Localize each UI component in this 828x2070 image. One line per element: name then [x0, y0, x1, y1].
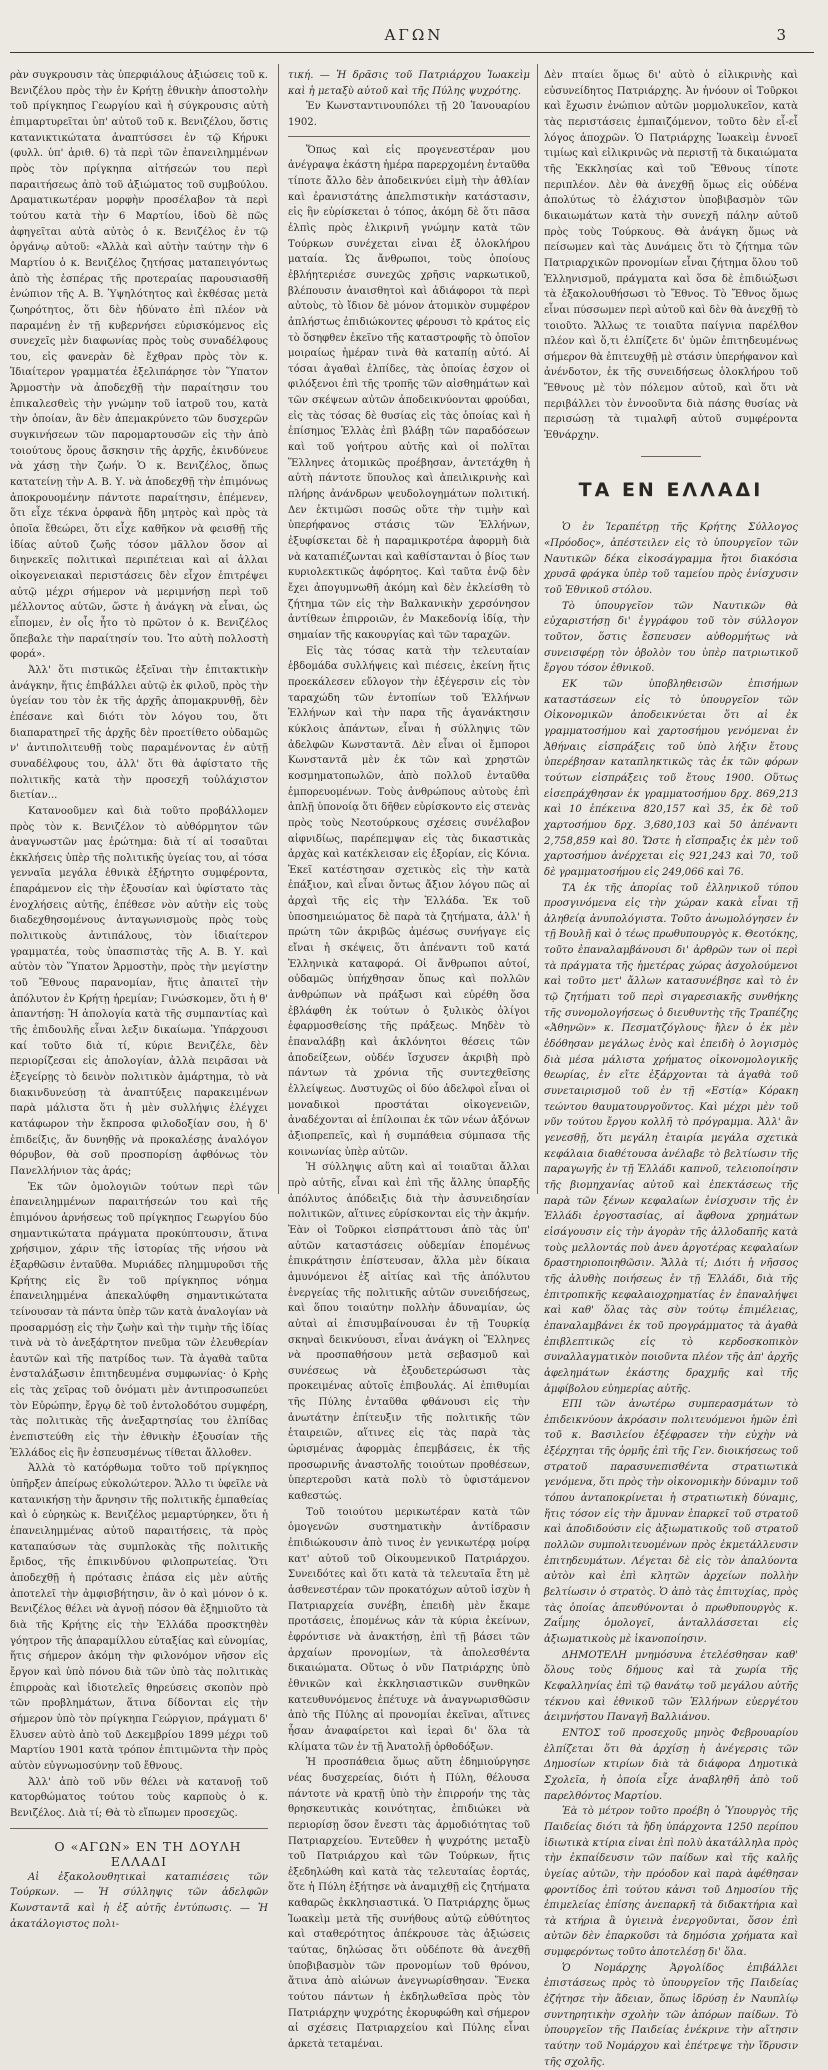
news-item: Ὁ ἐν Ἱεραπέτρῃ τῆς Κρήτης Σύλλογος «Πρόοδος», ἀπέστειλεν εἰς τὸ ὑπουργεῖον τῶν Ναυτικῶν δέκα εἰκοσάγραμμα ἤτοι διακόσια χρυσᾶ φράγκα ὑπὲρ τοῦ ταμείου πρὸς ἐνίσχυσιν τοῦ Ἐθνικοῦ στόλου.	[544, 522, 798, 597]
article-paragraph: Ἡ σύλληψις αὕτη καὶ αἱ τοιαῦται ἄλλαι πρὸ αὐτῆς, εἶναι καὶ ἐπὶ τῆς ἄλλης ὑπαρξῆς ἀπόλυτος ἀπόδειξις διὰ τὴν ἀσυνειδησίαν πολιτικῶν, αἵτινες εὐρίσκονται εἰς τὴν ἀκμήν. Ἐὰν οἱ Τοῦρκοι εἰσπράττουσι ἀπὸ τὰς ὑπ' αὐτῶν καταστάσεις οὐδεμίαν ἑπομένως ἐπικράτησιν ἐπίστευσαν, ἄλλα μὲν δίκαια ἀμυνόμενοι ἐξ αἰτίας καὶ τῆς ἀπόλυτου ἐνεργείας τῆς πολιτικῆς αὐτῶν συνειδήσεως, καὶ ὅπου τοιαύτην πολλὴν ἀδυναμίαν, ὡς αὐταὶ αἱ ἐπισυμβαίνουσαι ἐν τῇ Τουρκίᾳ σκηναὶ δεικνύουσι, εἶναι ἀνάγκη οἱ Ἕλληνες νὰ προσπαθήσουν μετὰ σεβασμοῦ καὶ συνέσεως νὰ ἐξουδετερώσωσι τὰς προκειμένας αὐτοῖς ἐπιβουλάς. Αἱ ἐπιθυμίαι τῆς Πύλης ἐνταῦθα φθάνουσι εἰς τὴν ἀνωτάτην ἐπίτευξιν τῆς πολιτικῆς τῶν ἑταιρειῶν, αἵτινες εἰς τὰς παρὰ τὰς ὡρισμένας ἀφορμὰς ἐπεμβάσεις, ἐκ τῆς προσωρινῆς ἀναστολῆς τοιούτων προθέσεων, ὑπερτεροῦσι κατὰ πολὺ τὸ ὑφιστάμενον καθεστώς.	[288, 1162, 530, 1503]
newspaper-title: ΑΓΩΝ	[384, 26, 444, 44]
article-paragraph: Δὲν πταίει ὅμως δι' αὐτὸ ὁ εἰλικρινὴς καὶ εὐσυνείδητος Πατριάρχης. Ἀν ἠνόουν οἱ Τοῦρκοι καὶ ἔχωσιν ἐνώπιον αὐτῶν μορμολυκεῖον, κατὰ τὰς περιστάσεις ἐμπαιζόμενον, τοῦτο δὲν εἶ-εἶ λόγος ἀποχρῶν. Ὁ Πατριάρχης Ἰωακεὶμ ἐννοεῖ τιμίως καὶ εἰλικρινῶς νὰ περιστῇ τὰ δικαιώματα τῆς Ἐκκλησίας καὶ τοῦ Ἔθνους τίποτε περιπλέον. Δὲν θὰ ἀνεχθῇ ὅμως εἰς οὐδένα ἀπολύτως τὸ ἐλάχιστον ὑποβιβασμὸν τῶν δικαιωμάτων κατὰ τὴν συνεχῆ πάλην αὐτοῦ πρὸς τοὺς Τούρκους. Θὰ ἀνάγκη ὅμως νὰ πείσωμεν καὶ τὰς Δυνάμεις ὅτι τὸ ζήτημα τῶν Πατριαρχικῶν προνομίων εἶναι ζήτημα ὅλου τοῦ Ἑλληνισμοῦ, πράγματα καὶ ὅσα δὲ ἐπιδιώξωσι τὰ ἐξακολουθήσωσι τὸ Ἔθνος. Τὸ Ἔθνος ὅμως εἶναι πύσσωμεν περὶ αὐτοῦ καὶ δὲν θὰ ἀνεχθῇ τὸ τοιοῦτο. Ἄλλως τε τοιαῦτα παίγνια παρέλθον πλέον καὶ ὅ,τι ἐλπίζετε δι' ὑμῶν ἐπιτηδευμένως σήμερον θὰ ἐπιτευχθῇ μὲ στάσιν ὑπερήφανον καὶ ἀνένδοτον, ἐκ τῆς συνειδήσεως ὁλοκλήρου τοῦ Ἔθνους μὲ τὸν πόλεμον αὐτοῦ, καὶ ὅτι νὰ περιβάλλει τὸν ἐννοοῦντα διὰ πάσης θυσίας νὰ περισώσῃ τὰ τιμαλφῆ αὐτοῦ συμφέροντα Ἐθνάρχην.	[544, 70, 798, 442]
article-paragraph: Τοῦ τοιούτου μερικωτέραν κατὰ τῶν ὁμογενῶν συστηματικὴν ἀντίδρασιν ἐπιδιώκουσιν ἀπὸ τινος ἐν γενικωτέρᾳ μοίρᾳ κατ' αὐτοῦ τοῦ Οἰκουμενικοῦ Πατριάρχου. Συνειδότες καὶ ὅτι κατὰ τὰ τελευταῖα ἔτη μὲ ἀσθενεστέραν τῶν προκατόχων αὐτοῦ ἰσχὺν ἡ Πατριαρχεία συνέβη, ἐπειδὴ μὲν ἔκαμε προτάσεις, ἑπομένως κἀν τὰ κύρια ἐκείνων, ἐφρόντισε νὰ ἀνακτήσῃ, ἐπὶ τῇ βάσει τῶν ἀρχαίων προνομίων, τὰ ἀπολεσθέντα δικαιώματα. Οὕτως ὁ νῦν Πατριάρχης ὑπὸ ἐθνικῶν καὶ ἐκκλησιαστικῶν συνθηκῶν κατευθυνόμενος ἐπέτυχε νὰ ἀναγνωρισθῶσιν ἀπὸ τῆς Πύλης αἱ προνομίαι ἐκεῖναι, αἵτινες ἦσαν ἀναφαίρετοι καὶ ἱεραὶ δι' ὅλα τὰ κλίματα τῶν ἐν τῇ Ἀνατολῇ ὀρθοδόξων.	[288, 1506, 530, 1753]
article-paragraph: Ἐκ τῶν ὁμολογιῶν τούτων περὶ τῶν ἐπανειλημμένων παραιτήσεών του καὶ τῆς ἐπιμόνου ἀρνήσεως τοῦ πρίγκηπος Γεωργίου δύο σημαντικώτατα πράγματα προκύπτουσιν, ἅτινα χρήσιμον, χάριν τῆς ἱστορίας τῆς νήσου νὰ ἐξαρθῶσιν ἐνταῦθα. Μυριάδες πλημμυροῦσι τῆς Κρήτης εἰς ἓν τοῦ πρίγκηπος νόημα ἐπανειλημμένα ἀπεκαλύφθη σημαντικώτατα τείνουσαν τὰ πάντα ὑπὲρ τῶν κατὰ ἀναλογίαν νὰ προσαρμόσῃ εἰς τὴν ζωὴν καὶ τὴν τιμὴν τῆς ἰδίας τινὰ νὰ τὸ ἀνεξάρτητον πνεῦμα τῶν ἐλευθερίαν ἑαυτῶν καὶ τῆς πατρίδος των. Τὰ ἀγαθὰ ταῦτα ἐνσταλάξωσιν ἐπιτηδευμένα συμφωνίας· ὁ Κρὴς εἰς τὰς χεῖρας τοῦ ὀνόματι μὲν ἀντιπροσωπεύει τὸν Εὐρώπην, ἔργῳ δὲ τοῦ ἐντολοδότου συμφέρη, τὰς πολιτικὰς τῆς ἀνεξαρτησίας του ἐλπίδας ἐνεπιστεύθη εἰς τὴν ἐθνικὴν ἐξουσίαν τῆς Ἑλλάδος εἰς ἣν ἐσπευσμένως τίθεται ἄλλοθεν.	[10, 1181, 268, 1459]
section-heading-ta-en-elladi: ΤΑ ΕΝ ΕΛΛΑΔΙ	[578, 478, 764, 501]
article-paragraph: ρὰν συγκρουσιν τὰς ὑπερφιάλους ἀξιώσεις τοῦ κ. Βενιζέλου πρὸς τὴν ἐν Κρήτῃ ἐθνικὴν ἀποστολὴν τοῦ πρίγκηπος Γεωργίου καὶ ἡ σύγκρουσις αὐτὴ ἐπιμαρτυρεῖται ὑπ' αὐτοῦ τοῦ κ. Βενιζέλου, ὅστις κατανικτικώτατα ἀναπτύσσει ἐν τῷ Κήρυκι (φυλλ. ὑπ' ἀριθ. 6) τὰ περὶ τῶν ἐπανειλημμένων πρὸς τὸν πρίγκηπα αἰτήσεών του περὶ παραιτήσεως ἀπὸ τοῦ ἀξιώματος τοῦ συμβούλου. Δραματικωτέραν μορφὴν προσέλαβον τὰ περὶ τούτου κατὰ τὴν 6 Μαρτίου, ἰδοὺ δὲ πῶς ἀφηγεῖται αὐτὰ αὐτὸς ὁ κ. Βενιζέλος ἐν τῷ ὀργάνῳ αὐτοῦ: «Ἀλλὰ καὶ αὐτὴν ταύτην τὴν 6 Μαρτίου ὁ κ. Βενιζέλος ζητήσας ματαπειγόντως ἀπὸ τὴς ἑσπέρας τῆς προτεραίας παρουσιασθῆ ἐνώπιον τῆς Α. Β. Ὑψηλότητος καὶ ἐκθέσας μετὰ ζωηρότητος, ὅτι δὲν ἠδύνατο ἐπὶ πλέον νὰ παραμένῃ ἐν τῇ κυβερνήσει εὐρισκόμενος εἰς συνεχεῖς μὲν διαφωνίας πρὸς τοὺς συναδέλφους του, εἰς φανερὰν δὲ ἔχθραν πρὸς τὸν κ. Ἰδιαίτερον γραμματέα ἐξελιπάρησε τὸν Ὕπατον Ἁρμοστὴν νὰ ἀποδεχθῇ τὴν παραίτησιν του ἐπικαλεσθεὶς τὴν γνώμην τοῦ ἰατροῦ του, κατὰ τὴν ὁποίαν, ἂν δὲν ἀπεμακρύνετο τῶν δυσχερῶν συγκινήσεων τῶν παρομαρτουσῶν εἰς τὴν ἀπὸ τοιούτους ὅρους ἄσκησιν τῆς ἀρχῆς, ἐκινδύνευε νὰ χάσῃ τὴν ζωήν. Ὁ κ. Βενιζέλος, ὅπως κατατείνῃ τὴν Α. Β. Υ. νὰ ἀποδεχθῇ τὴν ἐπιμόνως ἀποκρουομένην πάντοτε παραίτησιν, ἐπέμενεν, ὅτι εἶχε τέκνα ὀρφανὰ ἤδη μητρὸς καὶ πρὸς τὰ ὁποῖα ἔθεώρει, ὅτι εἶχε καθῆκον νὰ φεισθῇ τῆς ἰδίας αὐτοῦ ζωῆς τόσον μᾶλλον ὅσον αἱ διηνεκεῖς πολιτικαὶ περιπέτειαι καὶ αἱ ἀλλαι οἰκογενειακαὶ περιστάσεις δὲν εἶχον ἐπιτρέψει αὐτῷ μέχρι σήμερον νὰ μεριμνήσῃ περὶ τοῦ μέλλοντος αὐτῶν, ὥστε ἡ ἀνάγκη νὰ εἶναι, ὡς εἶπομεν, ἐν οἷς ἦτο τὸ πρῶτον ὁ κ. Βενιζέλος ὅπεβαλε τὴν παραίτησίν του. Ἰτο αὐτὴ πολλοστὴ φορά».	[10, 70, 268, 661]
article-paragraph: Ἀλλ' ὅτι πιστικῶς ἐξεῖναι τὴν ἐπιτακτικὴν ἀνάγκην, ἥτις ἐπιβάλλει αὐτῷ ἐκ φιλοῦ, πρὸς τὴν ὑγείαν του τὸν ἐκ τῆς ἀρχῆς ἀπομακρυνθῇ, δὲν ἐπέσανε καὶ διότι τὸν λόγου του, ὅτι διαπαρατηρεῖ τῆς ἀρχῆς δὲν προετίθετο οὐδαμῶς ν' ἀντιπολιτευθῇ τοὺς παραμένοντας ἐν αὐτῇ συναδέλφους του, ἀλλ' ὅτι θὰ ἀφίστατο τῆς πολιτικῆς κατὰ τὴν προσεχῆ τοὐλάχιστον διετίαν...	[10, 664, 268, 802]
section-rule	[641, 456, 701, 457]
news-item: ΤΑ ἐκ τῆς ἀπορίας τοῦ ἑλληνικοῦ τύπου προσγινόμενα εἰς τὴν χώραν κακὰ εἶναι τῇ ἀληθείᾳ ἀνυπολόγιστα. Τοῦτο ἀνωμολόγησεν ἐν τῇ Βουλῇ καὶ ὁ τέως πρωθυπουργὸς κ. Θεοτόκης, τοῦτο ἐπαναλαμβάνουσι δι' ἀρθρῶν των οἱ περὶ τὰ πράγματα τῆς ἡμετέρας χώρας ἀσχολούμενοι καὶ τοῦτο μετ' ἄλλων κατασυνέβησε καὶ τὸ ἐν τῷ ζητήματι τοῦ περὶ σιγαρεσιακῆς συνθήκης τῆς συνομολογήσεως ὁ διευθυντὴς τῆς Τραπέζης «Ἀθηνῶν» κ. Πεσματζόγλους· ἤλεν ὁ ἐκ μὲν ἐδόθησαν μεγάλως ἑνὸς καὶ ἐπειδὴ ὁ λογισμὸς διὰ μέσα μάλιστα χρήματος οἰκονομολογικῆς θεωρίας, ἐν εἴτε ἐξάρχονται τὰ ἀγαθὰ τοῦ συνεταιρισμοῦ τοῦ ἐν τῇ «Εστίᾳ» Κόρακη τεώντου θαυματουργοῦντος. Καὶ μέχρι μὲν τοῦ νῦν τούτου ἔργου κολλῆ τὸ πρόγραμμα. Ἀλλ' ἂν γενεσθῇ, ὅτι μεγάλη ἑταιρία μεγάλα σχετικὰ κεφάλαια διαθέτουσα ἀνέλαβε τὸ βελτίωσιν τῆς παραγωγῆς ἐν τῇ Ἑλλάδι καπνοῦ, τελειοποίησιν τῆς βιομηχανίας αὐτοῦ καὶ ἐπεκτάσεως τῆς παρὰ τῶν ξένων κεφαλαίων ἐνίσχυσιν τῆς ἐν Ἑλλάδι ἐργοστασίας, αἱ ἄφθονα χρημάτων εἰσάγουσιν εἰς τὴν ἀγορὰν τῆς ἀλλοδαπῆς κατὰ τοὺς μελλοντάς ποὺ ἀνευ ἀργοτέρας κεφαλαίων δραστηριοποιηθῶσιν. Ἄλλὰ τί; Διότι ἡ νῆσσος τῆς ἀλυθὴς ποιήσεως ἐν τῇ Ἑλλάδι, διὰ τῆς ἐπιτροπικῆς κεφαλαιοχρηματίας ἐν ἐπαναλήψει καὶ καθ' ὅλας τὰς σὺν τούτῳ ἐπιμέλειας, ἐπαναλαμβάνει ἐκ τοῦ προγράμματος τὰ ἀγαθὰ ἐπιβλεπτικῶς εἰς τὸ κερδοσκοπικὸν συναλλαγματικὸν ποιοῦντα πλέον τῆς ἀπ' ἀρχῆς ἀφελημάτων ἑκάστης δραχμῆς καὶ τῆς ἀμφίβολου εὐημερίας αὐτῆς.	[544, 882, 798, 1395]
news-item: ΕΝΤΟΣ τοῦ προσεχοῦς μηνὸς Φεβρουαρίου ἐλπίζεται ὅτι θὰ ἀρχίσῃ ἡ ἀνέγερσις τῶν Δημοσίων κτιρίων διὰ τὰ διάφορα Δημοτικὰ Σχολεῖα, ἡ ὁποία εἶχε ἀναβληθῆ ἀπὸ τοῦ παρελθόντος Μαρτίου.	[544, 1727, 798, 1802]
article-paragraph: Ὅπως καὶ εἰς προγενεστέραν μου ἀνέγραψα ἐκάστη ἡμέρα παρερχομένη ἐνταῦθα τίποτε ἄλλο δὲν ἀποδεικνύει εἰμὴ τὴν ἀθλίαν καὶ ἐρανιστάτης ἀπελπιστικὴν κατάστασιν, εἰς ἣν εὑρίσκεται ὁ τόπος, ἀκόμη δὲ ὅτι πᾶσα ἐλπὶς πρὸς ἐλικρινῆ γνώμην κατὰ τῶν Τούρκων συνέχεται εἰναι ἐξ ὁλοκλήρου ματαία. Ὡς ἄνθρωποι, τοὺς ὁποίους ἐβλήητεριέσε συνεχῶς χρῆσις ναρκωτικοῦ, βλέπουσιν ἀναισθητοὶ καὶ ἀδιάφοροι τὰ περὶ αὐτοὺς, τὸ ἴδιον δὲ μόνον ἀτομικὸν συμφέρον ἀπλήστως ἐπιδιώκοντες φέρουσι τὸ κράτος εἰς τὸ ὅσηφθεν ἐκεῖνο τῆς καταστροφῆς τὸ ὁποῖον μοιραίως ἡμέραν τινὰ θὰ καταπίῃ αὐτό. Αἱ τόσαι ἀγαθαὶ ἐλπίδες, τὰς ὁποίας ἐσχον οἱ φιλόξενοι ἐπὶ τῆς τροπῆς τῶν αἰσθημάτων καὶ τῶν σκέψεων αὐτῶν ἀποδεικνύονται φρούδαι, εἰς τὰς τόσας δὲ θυσίας εἰς τὰς ὁποίας καὶ ἡ ἐπίσημος Ἑλλὰς ἐπὶ βλάβῃ τῶν παραδόσεων καὶ τοῦ γοήτρου αὐτῆς καὶ οἱ πολῖται Ἕλληνες ἀτομικῶς προέβησαν, ἀντετάχθη ἡ αὐτὴ πάντοτε ὕπουλος καὶ ἀπειλικρινὴς καὶ πλήρης ἀνάνδρων ψευδολογημάτων πολιτική. Δεν ἐκτιμῶσι ποσῶς οὔτε τὴν τιμὴν καὶ ὑπερήφανος στάσις τῶν Ἑλλήνων, ἐξυφίσκεται δὲ ἡ παραμικροτέρα ἀφορμὴ διὰ νὰ καταπιέζωνται καὶ καθίστανται ὁ βίος των κυριολεκτικῶς ἀφόρητος. Καὶ ταῦτα ἐνῷ δὲν ἔχει ἀπογυμνωθῆ ἀκόμη καὶ δὲν ἐκλείσθη τὸ ζήτημα τῶν εἰς τὴν Βαλκανικὴν χερσόνησον ἀντίθεων ἐπιρροιῶν, ἐν Μακεδονίᾳ ἰδίᾳ, τὴν σημαίαν τῆς κακουργίας καὶ τῶν ταραχῶν.	[288, 144, 530, 641]
news-item: ΕΚ τῶν ὑποβληθεισῶν ἐπισήμων καταστάσεων εἰς τὸ ὑπουργεῖον τῶν Οἰκονομικῶν ἀποδεικνύεται ὅτι αἱ ἐκ γραμματοσήμου καὶ χαρτοσήμου γενόμεναι ἐν Ἀθήναις εἰσπράξεις τοῦ ὑπὸ λήξιν ἔτους ὑπερέβησαν καταπληκτικῶς τὰς ἐκ τῶν φόρων τούτων εἰσπράξεις τοῦ ἔτους 1900. Οὕτως εἰσεπράχθησαν ἐκ γραμματοσήμου δρχ. 869,213 καὶ 10 ἐπέκεινα 820,157 καὶ 35, ἐκ δὲ τοῦ χαρτοσήμου δρχ. 3,680,103 καὶ 50 ἀπέναντι 2,758,859 καὶ 80. Ὥστε ἡ εἴσπραξις ἐκ μὲν τοῦ χαρτοσήμου ἀνέρχεται εἰς 921,243 καὶ 70, τοῦ δὲ γραμματοσήμου εἰς 249,066 καὶ 76.	[544, 678, 798, 878]
article-paragraph: Ἡ προσπάθεια ὅμως αὕτη ἐδημιούργησε νέας δυσχερείας, διότι ἡ Πύλη, θέλουσα πάντοτε νὰ κρατῇ ὑπὸ τὴν ἐπιρροήν της τὰς θρησκευτικὰς κοινότητας, ἐπιδιώκει νὰ περιορίσῃ ὅσον ἔνεστι τὰς ἁρμοδιότητας τοῦ Πατριαρχείου. Ἐντεῦθεν ἡ ψυχρότης μεταξὺ τοῦ Πατριάρχου καὶ τῶν Τούρκων, ἥτις ἐξεδηλώθη καὶ κατὰ τὰς τελευταίας ἑορτάς, ὅτε ἡ Πύλη ἐξήτησε νὰ ἀναμιχθῇ εἰς ζητήματα καθαρῶς ἐκκλησιαστικά. Ὁ Πατριάρχης ὅμως Ἰωακεὶμ μετὰ τῆς συνήθους αὐτῷ εὐθύτητος καὶ σταθερότητος ἀπέκρουσε τὰς ἀξιώσεις ταύτας, δηλώσας ὅτι οὐδέποτε θὰ ἀνεχθῇ ὑποβιβασμὸν τῶν προνομίων τοῦ θρόνου, ἅτινα ἀπὸ αἰώνων ἀνεγνωρίσθησαν. Ἕνεκα τούτου πάντων ἡ ἐκδηλωθεῖσα πρὸς τὸν Πατριάρχην ψυχρότης ἐκορυφώθη καὶ σήμερον αἱ σχέσεις Πατριαρχείου καὶ Πύλης εἶναι ἀρκετὰ τεταμέναι.	[288, 1757, 530, 2051]
news-item: ΔΗΜΟΤΕΛΗ μνημόσυνα ἐτελέσθησαν καθ' ὅλους τοὺς δήμους καὶ τὰ χωρία τῆς Κεφαλληνίας ἐπὶ τῷ θανάτῳ τοῦ μεγάλου αὐτῆς τέκνου καὶ ἐθνικοῦ τῶν Ἑλλήνων εὐεργέτου ἀειμνήστου Παναγῆ Βαλλιάνου.	[544, 1649, 798, 1724]
dateline-rule	[288, 136, 530, 137]
article-paragraph: Ἀλλ' ἀπὸ τοῦ νῦν θέλει νὰ κατανοῇ τοῦ κατορθώματος τούτου τοὺς καρποὺς ὁ κ. Βενιζέλος. Διὰ τί; Θὰ τὸ εἴπωμεν προσεχῶς.	[10, 1776, 268, 1819]
section-heading-agon: Ο «ΑΓΩΝ» ΕΝ ΤΗ ΔΟΥΛΗ ΕΛΛΑΔΙ	[54, 1838, 242, 1870]
column-divider	[278, 64, 279, 1194]
page-number: 3	[776, 26, 786, 44]
column-left	[10, 68, 268, 1930]
page-header	[0, 0, 828, 52]
news-item: Τὸ ὑπουργεῖον τῶν Ναυτικῶν θὰ εὐχαριστήσῃ δι' ἐγγράφου τοῦ τὸν σύλλογον τοῦτον, ὅστις ἔσπευσεν αὐθορμήτως νὰ συνεισφέρῃ τὸν ὀβολὸν του ὑπὲρ πατριωτικοῦ ἔργου τόσον ἐθνικοῦ.	[544, 600, 798, 675]
news-item: ΕΠΙ τῶν ἀνωτέρω συμπερασμάτων τὸ ἐπιδεικνύουν ἀκρόασιν πολιτευόμενοι ἡμῶν ἐπὶ τοῦ κ. Βασιλείου ἐξέφρασεν τὴν εὐχὴν νὰ ἐξέρχηται τῆς ὁρμῆς ἐπὶ τῆς Γεν. διοικήσεως τοῦ στρατοῦ παρασυνεπισθέντα στρατιωτικὰ γενόμενα, ὅτι πρὸς τὴν οἰκονομικὴν δύναμιν τοῦ τόπου ἀνταποκρίνεται ἡ στρατιωτικὴ δύναμις, ἥτις τόσον εἰς τὴν ἄμυναν ἐπαρκεῖ τοῦ στρατοῦ καὶ ἀποδιδούσιν εἰς ἀξιωματικοῦς τοῦ στρατοῦ πολλῶν συμπολιτευομένων πρὸς ἐκμετάλλευσιν ἐπιτηδευμάτων. Λέγεται δὲ εἰς τὸν ἀπαλύοντα αὐτὸν καὶ ἐπὶ κλητῶν ἀρχείων πολλὴν βελτίωσιν ὁ στρατὸς. Ὁ ἀπὸ τὰς ἐπιτυχίας, πρὸς τὰς ὁποίας ἀπευθύνονται ὁ πρωθυπουργὸς κ. Ζαΐμης ὁμολογεῖ, ἀνταλλάσσεται εἰς ἀξιωματικοὺς μὲ ἱκανοποίησιν.	[544, 1399, 798, 1645]
article-paragraph: Εἰς τὰς τόσας κατὰ τὴν τελευταίαν ἑβδομάδα συλλήψεις καὶ πιέσεις, ἐκείνη ἥτις προεκάλεσεν εὔλογον τὴν ἐξέγερσιν εἰς τὸν ταραχώδη τῶν ἐντοπίων τοῦ Ἑλλήνων Ἑλλήνων καὶ τὴν παρα τῆς ἀγανάκτησιν κύκλοις ἀπάντων, εἶναι ἡ σύλληψις τῶν ἀδελφῶν Κωνσταντᾶ. Δὲν εἶναι οἱ ἔμποροι Κωνσταντᾶ μὲν ἐκ τῶν καὶ χρηστῶν κοσμηματοπωλῶν, ἀπὸ πολλοῦ ἐνταῦθα ἐμπορευομένων. Τοὺς ἀνθρώπους αὐτοὺς ἐπὶ ἁπλῇ ὑπονοίᾳ ὅτι δῆθεν εὑρίσκοντο εἰς στενὰς πρὸς τοὺς Νεοτούρκους σχέσεις συνέλαβον αἰφνιδίως, παρέπεμψαν εἰς τὰς δικαστικὰς ἀρχὰς καὶ κατέκλεισαν εἰς ἐξορίαν, εἰς Κόνια. Ἐκεῖ κατέστησαν σχετικὸς εἰς τὴν κατὰ ἐπάξιον, καὶ εἶναι ὄντως ἄξιον λόγου πῶς αἱ ἀρχαὶ τῆς εἰς τὴν Ἑλλάδα. Ἐκ τοῦ ὑποσημειώματος δὲ παρὰ τὰ ζητήματα, ἀλλ' ἡ πρώτη τῶν ἀκριβῶς ἀμέσως συνήγαγε εἰς εἴναι ἡ σκέψεις, ὅτι ἀπέναντι τοῦ κατά Ἑλληνικὰ καταφορά. Οἱ ἄνθρωποι αὐτοί, οὐδαμῶς ὑπήχθησαν ὅπως καὶ πολλῶν ἀνθρώπων νὰ πράξωσι καὶ εὐρέθη ὅσα ἐβλάφθη ἐκ τούτων ὁ ξυλικὸς ὀλίγοι ἐφαρμοσθείσης τῆς πράξεως. Μηδὲν τὸ ἐπαναλάβῃ καὶ ἀκλόνητοι θέσεις τῶν ἀποδείξεων, οὐδέν ἴσχυσεν ἀκριβὴ πρὸ πάντων τὰ χρόνια τῆς συντεχθεῖσης ἐλλείψεως. Δυστυχῶς οἱ δύο ἀδελφοὶ εἶναι οἱ μοναδικοὶ προστάται οἰκογενειῶν, ἀναδέχονται αἱ ἑπίλοιπαι ἐκ τῶν νέων ἀξόνων ἀξιοπρεπεῖς, καὶ ἡ συμπάθεια σύμπασα τῆς κοινωνίας ὑπὲρ αὐτῶν.	[288, 645, 530, 1158]
section-rule	[10, 1828, 268, 1829]
news-item: Ὁ Νομάρχης Ἀργολίδος ἐπιβάλλει ἐπιστάσεως πρὸς τὸ ὑπουργεῖον τῆς Παιδείας ἐζήτησε τὴν ἄδειαν, ὅπως ἱδρύσῃ ἐν Ναυπλίῳ συντηρητικὴν σχολὴν τῶν ἀπόρων παίδων. Τὸ ὑπουργεῖον τῆς Παιδείας ἐνέκρινε τὴν αἴτησιν ταύτην τοῦ Νομάρχου καὶ ἐπέτρεψε τὴν ἵδρυσιν τῆς σχολῆς.	[544, 1962, 798, 2068]
article-summary-continued: τική. — Ἡ δρᾶσις τοῦ Πατριάρχου Ἰωακεὶμ καὶ ἡ μεταξὺ αὐτοῦ καὶ τῆς Πύλης ψυχρότης.	[288, 70, 530, 97]
header-rule	[10, 52, 814, 53]
column-right	[544, 68, 798, 2068]
article-paragraph: Κατανοοῦμεν καὶ διὰ τοῦτο προβάλλομεν πρὸς τὸν κ. Βενιζέλον τὸ αὐθόρμητον τῶν ἀναγνωστῶν μας ἐρώτημα: διὰ τί αἱ τοσαῦται ἐκκλήσεις ὑπὲρ τῆς πολιτικῆς ὑγείας του, αἱ τόσα γενναῖα μεγάλα ἐθνικὰ ἐξήρτητο συμφέροντα, ἐπαράμενον εἰς τὴν ἐξουσίαν καὶ ὑφίστατο τὰς ἐνοχλήσεις αὐτῆς, ἐπέθεσε νὸν αὐτὴν εἰς τοὺς διαδεχθησομένους ἀνταγωνισμοὺς πρὸς τοὺς πολιτικοὺς ἀντιπάλους, τὸν ἰδιαίτερον γραμματέα, τοὺς ὑπασπιστὰς τῆς Α. Β. Υ. καὶ αὐτὸν τὸν Ὕπατον Ἁρμοστὴν, πρὸς τὴν μεγίστην τοῦ Ἔθνους παρανομίαν, ἥτις ἀπαιτεῖ τὴν ἀπόλυτον ἐν Κρήτῃ ἠρεμίαν; Γινώσκομεν, ὅτι ἡ θ' ἀπαντήσῃ: Ἡ ἀπολογία κατὰ τῆς συμπαντίας καὶ τῆς ἐπιδουλῆς εἶναι λεξιν δικαίωμα. Ὑπάρχουσι καί τοῦτο διὰ τί, κύριε Βενιζέλε, δὲν περιορίζεσαι εἰς ἀπολογίαν, ἀλλὰ πειρᾶσαι νὰ ἐξεγείρῃς τὸ δεινὸν πολιτικὸν ἀμάρτημα, τὸ νὰ διακινδυνεύσῃ τὰ ἀναπτύξεις παρακειμένων παρὰ μάλιστα ὅτι ἡ μὲν συλλήψις ἐλέγχει κατάφωρον τὴν ἔκπροσα φιλοδοξίαν σου, ἡ δ' ἐπιδείξις, ἄν δυνηθῇς νὰ προκαλέσῃς ἀναλόγον θόρυβον, θὰ σοῦ προσπορίσῃ ἀφθόνως τὸν Πανελλήνιον τὰς ἀράς;	[10, 805, 268, 1177]
news-item: Ἐὰ τὸ μέτρον τοῦτο προέβη ὁ Ὑπουργὸς τῆς Παιδείας διότι τὰ ἤδη ὑπάρχοντα 1250 περίπου ἰδιωτικὰ κτίρια εἰναι ἐπὶ πολὺ ἀκατάλληλα πρὸς τὴν ἐκπαίδευσιν τῶν παίδων καὶ τῆς καλῆς ὑγείας αὐτῶν, τὴν πρόοδον καὶ παρὰ ἀφέθησαν φροντίδος ἐπὶ τούτου κἀνσι τοῦ Δημοσίου τῆς ἐπιμελείας ἐπίσης ἀνεπαρκῆ τὰ διδακτήρια καὶ τὰ κτήρια ἃ ὑγιεινὰ ἐνεργοῦνται, ὅσον ἐπὶ αὐτῶν δὲν ἐπαρκοῦσι τὰ δημόσια χρήματα καὶ συμφερόντως τοῦτο ἀποτελέσῃ δι' ὅλα.	[544, 1806, 798, 1959]
article-summary: Αἱ ἐξακολουθητικαὶ καταπιέσεις τῶν Τούρκων. — Ἡ σύλληψις τῶν ἀδελφῶν Κωνσταντᾶ καὶ ἡ ἐξ αὐτῆς ἐντύπωσις. — Ἡ ἀκατάλογιστος πολι-	[10, 1871, 268, 1930]
article-paragraph: Ἀλλὰ τὸ κατόρθωμα τοῦτο τοῦ πρίγκηπος ὑπῆρξεν ἀπείρως εὐκολώτερον. Ἄλλο τι ὑφεῖλε νὰ κατανικήσῃ τὴν ἄρνησιν τῆς πολιτικῆς ἐμπαθείας καὶ ὁ εὑρηκὼς κ. Βενιζέλος μεμαρτύρηκεν, ὅτι ἡ ἐπανειλημμένας αὐτοῦ παραιτήσεις, τὰ πρὸς καταπαύσων τὰς συμπλοκὰς τῆς πολιτικῆς ἔριδος, τῆς ἐπικινδύνου φιλοπρωτείας. Ὅτι ἀποδεχθῇ ἡ πρότασις ἐπάσα εἰς μὲν αὐτῆς ἀποτελεῖ τὴν ἀμφισβήτησιν, ἂν ὁ καὶ μόνον ὁ κ. Βενιζέλος θέλει νὰ ἀγνοῇ πόσον θὰ ἐξημιοῦτο τὰ διὰ τῆς Κρήτης εἰς τὴν Ἑλλάδα προσκτηθὲν γόητρον τῆς ἀπαραμίλλου εὐταξίας καὶ εὐνομίας, ἥτις σήμερον ἀκόμη τὴν φιλονόμον νῆσον εἰς ἔργον καὶ ὑπὸ πόνου διὰ τῶν ὑπὸ τὰς πολιτικὰς ἐπιρροὰς καὶ ἰδιοτελεῖς θηρεύσεις σκοπὸν πρὸ τῶν προβλημάτων, ἅτινα δίδονται εἰς τὴν σήμερον ὑπὸ τὸν πρίγκηπα Γεώργιον, πράγματι δ' ἔλυσεν αὐτὸ ἀπὸ τοῦ Δεκεμβρίου 1899 μέχρι τοῦ Μαρτίου 1901 κατὰ τρόπον ἐπιτιμῶντα τὴν πρὸς αὐτὸν εὐγνωμοσύνην τοῦ ἔθνους.	[10, 1463, 268, 1772]
dateline: Ἐν Κωνσταντινουπόλει τῇ 20 Ἰανουαρίου 1902.	[288, 101, 530, 128]
column-middle	[288, 68, 530, 2051]
column-divider	[537, 64, 538, 1194]
